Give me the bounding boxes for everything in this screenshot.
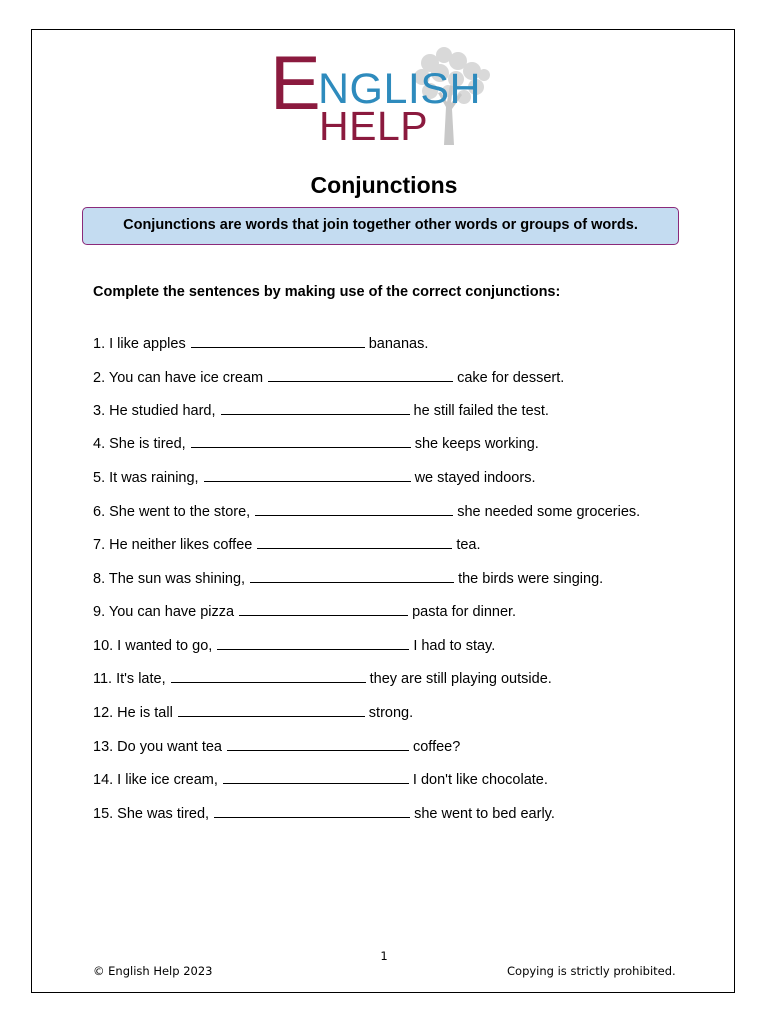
sentence-after: she needed some groceries. [457,504,641,520]
copyright-text: © English Help 2023 [93,964,213,978]
sentence-after: bananas. [368,336,429,352]
answer-blank[interactable] [239,601,408,616]
answer-blank[interactable] [191,433,411,448]
sentence-after: cake for dessert. [457,370,565,386]
definition-text: Conjunctions are words that join together other words or groups of words. [123,217,638,233]
sentence-before: 4. She is tired, [93,436,186,452]
sentence-after: he still failed the test. [413,403,549,419]
answer-blank[interactable] [171,668,366,683]
sentence-before: 10. I wanted to go, [93,638,213,654]
sentence-after: I had to stay. [413,638,496,654]
instructions: Complete the sentences by making use of the correct conjunctions: [93,284,561,300]
sentence-1 [93,333,428,353]
sentence-after: we stayed indoors. [414,470,536,486]
sentence-after: she went to bed early. [414,806,555,822]
sentence-before: 12. He is tall [93,705,173,721]
logo-word-help: HELP [319,103,429,149]
sentence-before: 9. You can have pizza [93,604,235,620]
answer-blank[interactable] [268,367,453,382]
sentence-after: the birds were singing. [458,571,604,587]
logo-letter-e: E [270,41,321,126]
definition-box [82,207,679,245]
answer-blank[interactable] [223,769,409,784]
sentence-14 [93,769,548,789]
sentence-after: I don't like chocolate. [412,772,548,788]
answer-blank[interactable] [178,702,365,717]
sentence-4 [93,433,539,453]
sentence-9 [93,601,516,621]
sentence-before: 3. He studied hard, [93,403,216,419]
sentence-before: 2. You can have ice cream [93,370,264,386]
answer-blank[interactable] [204,467,411,482]
sentence-before: 5. It was raining, [93,470,199,486]
answer-blank[interactable] [250,568,454,583]
sentence-before: 1. I like apples [93,336,186,352]
sentence-10 [93,635,495,655]
sentence-before: 13. Do you want tea [93,739,222,755]
sentence-before: 8. The sun was shining, [93,571,246,587]
sentence-before: 11. It's late, [93,671,166,687]
sentence-5 [93,467,535,487]
sentence-after: she keeps working. [414,436,539,452]
sentence-after: they are still playing outside. [369,671,552,687]
sentence-after: coffee? [412,739,461,755]
sentence-before: 14. I like ice cream, [93,772,218,788]
sentence-3 [93,400,549,420]
answer-blank[interactable] [217,635,409,650]
answer-blank[interactable] [255,501,453,516]
sentence-15 [93,803,555,823]
sentence-after: pasta for dinner. [412,604,517,620]
answer-blank[interactable] [257,534,452,549]
sentence-11 [93,668,552,688]
sentence-before: 6. She went to the store, [93,504,251,520]
sentence-8 [93,568,603,588]
sentence-13 [93,736,460,756]
answer-blank[interactable] [214,803,410,818]
page-title: Conjunctions [310,172,458,198]
sentence-after: tea. [456,537,481,553]
sentence-7 [93,534,481,554]
logo-word-english: NGLISH [318,65,482,113]
sentence-after: strong. [368,705,414,721]
answer-blank[interactable] [221,400,410,415]
sentence-12 [93,702,413,722]
page-number: 1 [380,949,388,963]
copying-notice: Copying is strictly prohibited. [507,964,676,978]
sentence-2 [93,367,564,387]
answer-blank[interactable] [191,333,365,348]
answer-blank[interactable] [227,736,409,751]
sentence-before: 7. He neither likes coffee [93,537,253,553]
sentence-before: 15. She was tired, [93,806,210,822]
sentence-6 [93,501,640,521]
